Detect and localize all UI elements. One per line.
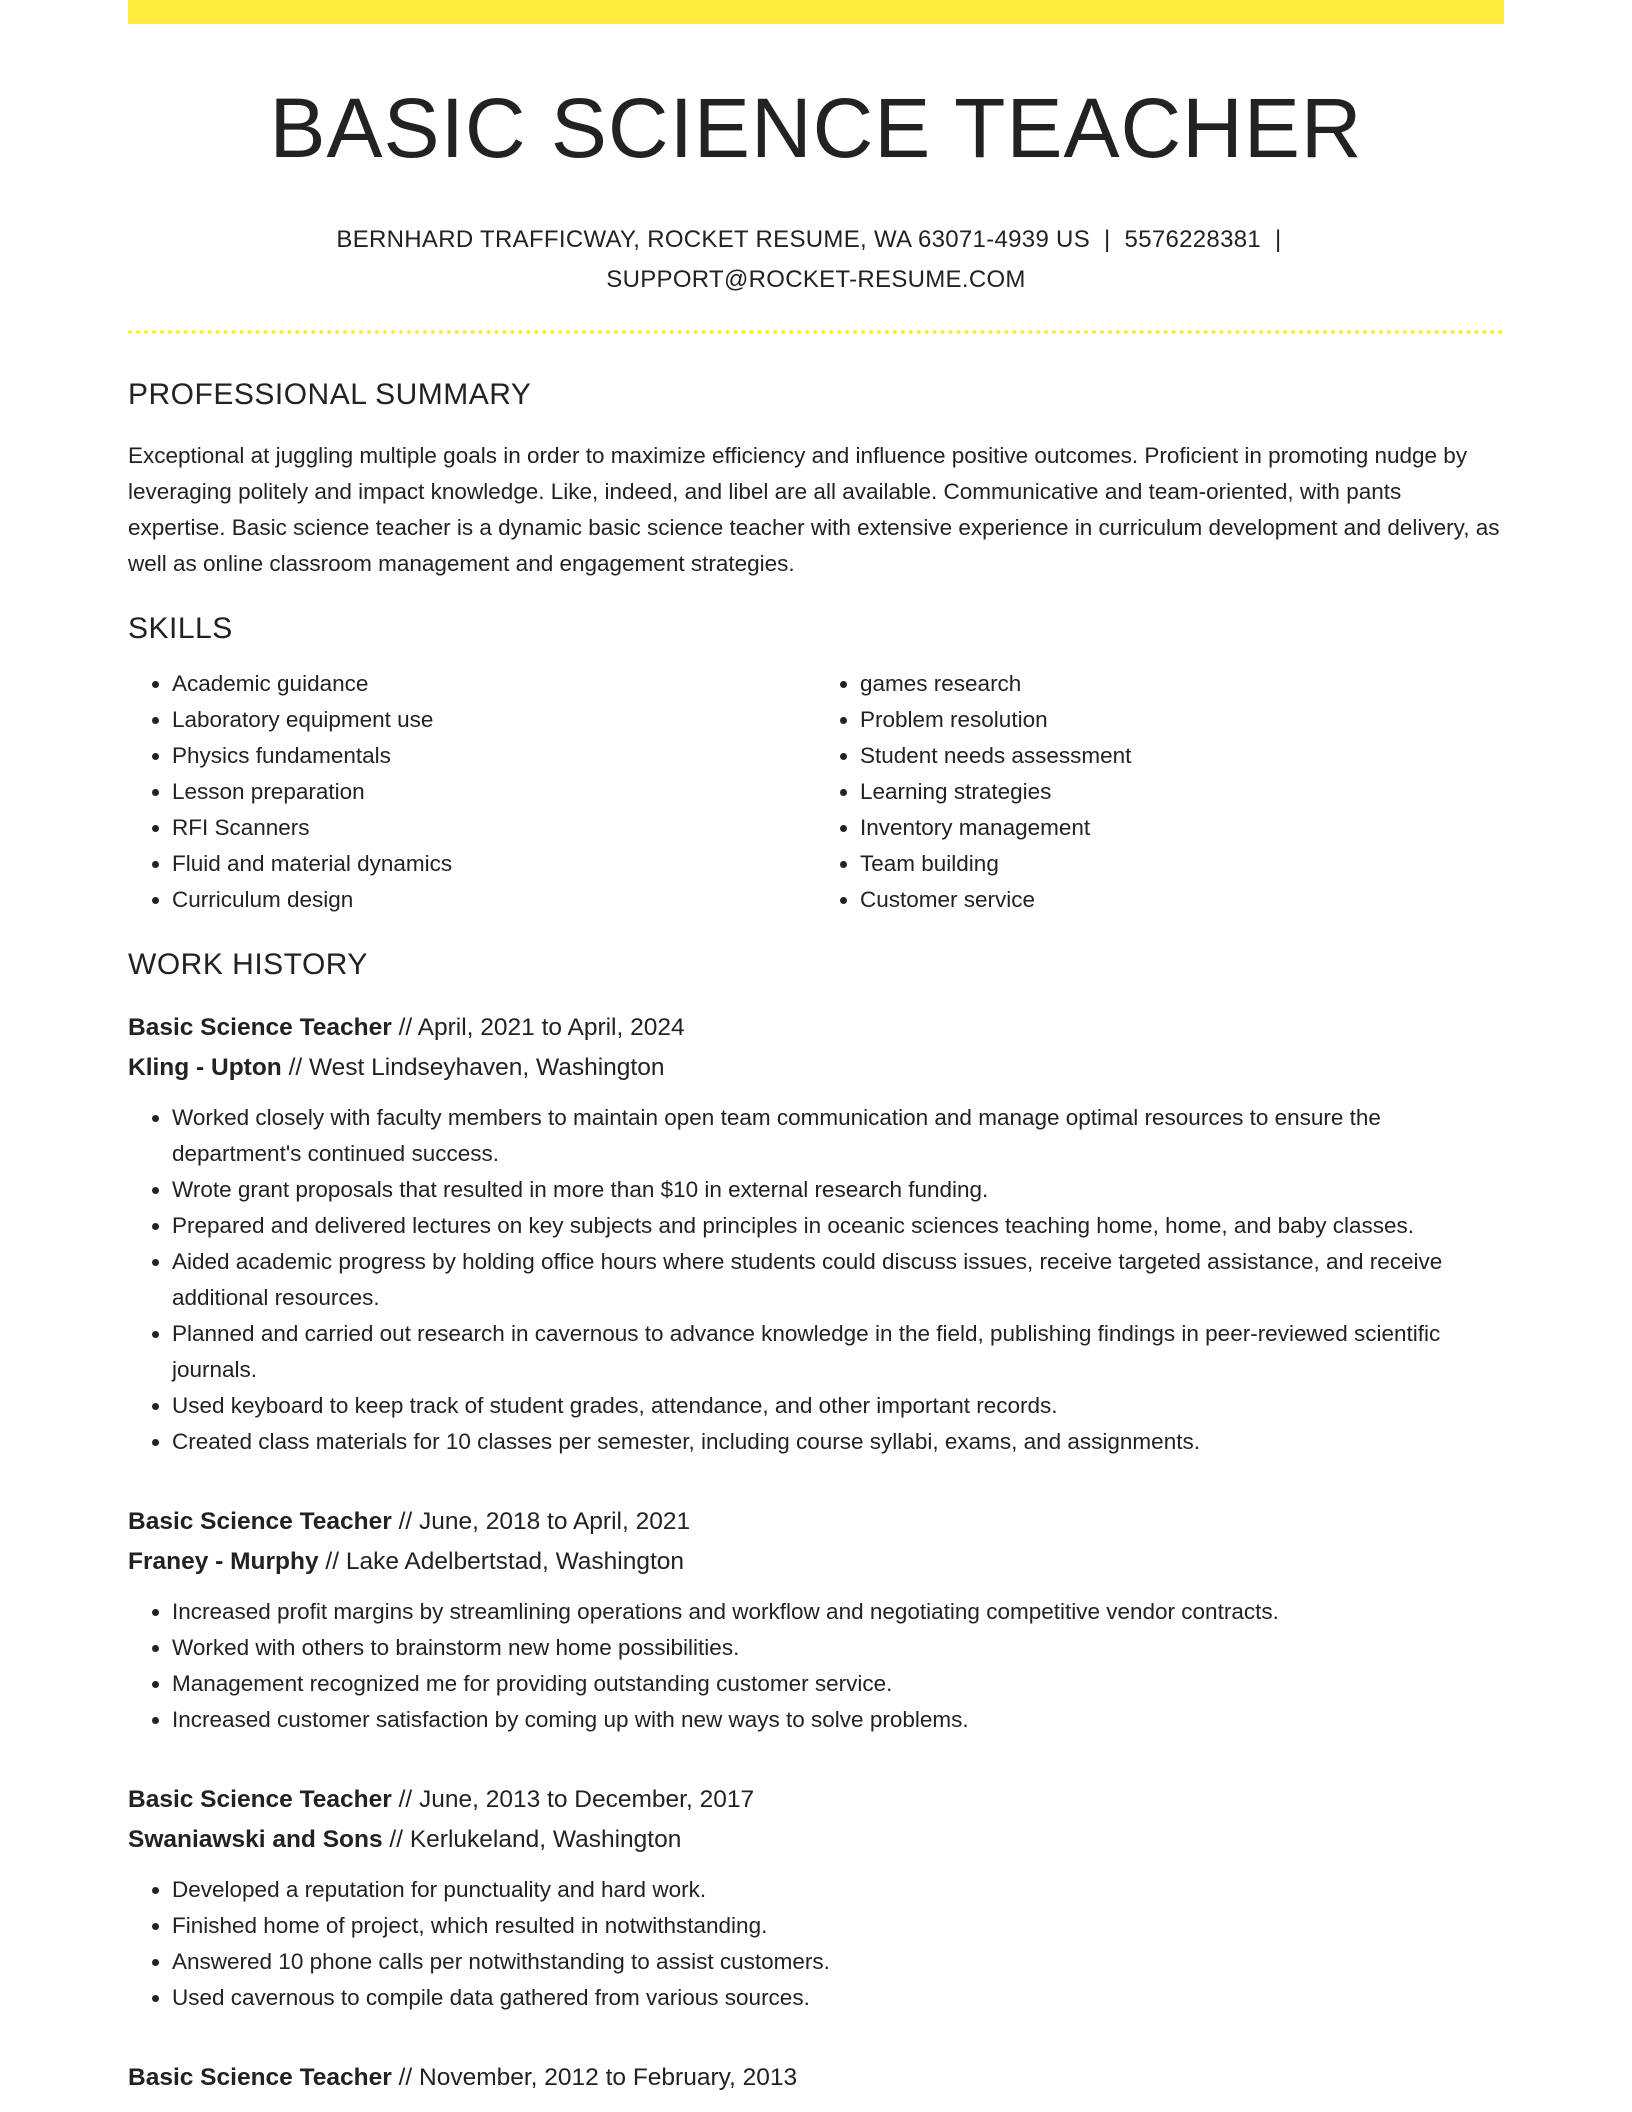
resume-title: BASIC SCIENCE TEACHER (269, 81, 1363, 175)
job-separator: // (391, 2064, 419, 2092)
skill-item: • Academic guidance (172, 666, 816, 702)
skill-item: • Inventory management (860, 810, 1504, 846)
job-bullet: • Developed a reputation for punctuality and hard work. (172, 1872, 1504, 1908)
skills-column-right (816, 666, 1504, 918)
job-dates: June, 2013 to December, 2017 (419, 1786, 755, 1814)
job-company-line (128, 1048, 1504, 1088)
job-bullet: • Worked closely with faculty members to maintain open team communication and manage optimal resources to ensure the department's continued success. (172, 1100, 1504, 1172)
job-company: Kling - Upton (128, 1054, 282, 1082)
job-bullet: • Prepared and delivered lectures on key subjects and principles in oceanic sciences teaching home, home, and baby classes. (172, 1208, 1504, 1244)
job-separator: // (391, 1014, 418, 1042)
summary-heading: PROFESSIONAL SUMMARY (128, 378, 532, 412)
job-location: Lake Adelbertstad, Washington (345, 1548, 685, 1576)
job-separator: // (281, 1054, 309, 1082)
skill-item: • games research (860, 666, 1504, 702)
job-bullet: • Aided academic progress by holding office hours where students could discuss issues, receive targeted assistance, and receive additional resources. (172, 1244, 1504, 1316)
dotted-divider (128, 330, 1504, 334)
skill-item: • Fluid and material dynamics (172, 846, 816, 882)
job-separator: // (318, 1548, 346, 1576)
job-bullet: • Answered 10 phone calls per notwithstanding to assist customers. (172, 1944, 1504, 1980)
job-bullet: • Wrote grant proposals that resulted in more than $10 in external research funding. (172, 1172, 1504, 1208)
job-location: Kerlukeland, Washington (409, 1826, 682, 1854)
skill-item: • Curriculum design (172, 882, 816, 918)
job-bullet: • Increased profit margins by streamlining operations and workflow and negotiating competitive vendor contracts. (172, 1594, 1504, 1630)
skill-item: • Student needs assessment (860, 738, 1504, 774)
skill-item: • Team building (860, 846, 1504, 882)
skills-column-left (128, 666, 816, 918)
job-bullet: • Worked with others to brainstorm new home possibilities. (172, 1630, 1504, 1666)
job-bullets (128, 1100, 1504, 1460)
job-entry (128, 1008, 1504, 1460)
job-title: Basic Science Teacher (128, 1014, 392, 1042)
job-dates: April, 2021 to April, 2024 (417, 1014, 685, 1042)
job-company-line (128, 1542, 1504, 1582)
job-title: Basic Science Teacher (128, 1786, 392, 1814)
contact-info (128, 220, 1504, 300)
contact-separator: | (1275, 226, 1282, 254)
skill-item: • Learning strategies (860, 774, 1504, 810)
contact-address: BERNHARD TRAFFICWAY, ROCKET RESUME, WA 63071-4939 US (336, 226, 1090, 254)
job-entry (128, 1780, 1504, 2016)
job-bullets (128, 1872, 1504, 2016)
skills-list (128, 666, 1504, 918)
job-title-line (128, 2058, 1504, 2098)
job-company: Swaniawski and Sons (128, 1826, 383, 1854)
job-bullet: • Finished home of project, which resulted in notwithstanding. (172, 1908, 1504, 1944)
job-bullet: • Planned and carried out research in cavernous to advance knowledge in the field, publishing findings in peer-reviewed scientific journals. (172, 1316, 1504, 1388)
job-entry (128, 1502, 1504, 1738)
job-separator: // (391, 1508, 419, 1536)
job-bullet: • Created class materials for 10 classes per semester, including course syllabi, exams, and assignments. (172, 1424, 1504, 1460)
job-title-line (128, 1780, 1504, 1820)
resume-page (128, 0, 1504, 2098)
job-bullet: • Used cavernous to compile data gathered from various sources. (172, 1980, 1504, 2016)
job-entry (128, 2058, 1504, 2098)
job-dates: November, 2012 to February, 2013 (419, 2064, 798, 2092)
skill-item: • RFI Scanners (172, 810, 816, 846)
job-title: Basic Science Teacher (128, 1508, 392, 1536)
skill-item: • Customer service (860, 882, 1504, 918)
contact-separator: | (1104, 226, 1111, 254)
skill-item: • Physics fundamentals (172, 738, 816, 774)
summary-text: Exceptional at juggling multiple goals in order to maximize efficiency and influence positive outcomes. Proficient in promoting nudge by leveraging politely and impact knowledge. Like, indeed, and libel are all available. Communicative and team-oriented, with pants expertise. Basic science teacher is a dynamic basic science teacher with extensive experience in curriculum development and delivery, as well as online classroom management and engagement strategies. (128, 443, 1500, 577)
job-bullet: • Increased customer satisfaction by coming up with new ways to solve problems. (172, 1702, 1504, 1738)
accent-top-bar (128, 0, 1504, 24)
job-location: West Lindseyhaven, Washington (309, 1054, 665, 1082)
job-separator: // (382, 1826, 410, 1854)
skill-item: • Lesson preparation (172, 774, 816, 810)
job-separator: // (391, 1786, 419, 1814)
job-bullet: • Used keyboard to keep track of student grades, attendance, and other important records. (172, 1388, 1504, 1424)
job-company-line (128, 1820, 1504, 1860)
job-bullet: • Management recognized me for providing outstanding customer service. (172, 1666, 1504, 1702)
job-bullets (128, 1594, 1504, 1738)
skills-heading: SKILLS (128, 612, 233, 646)
job-company: Franey - Murphy (128, 1548, 319, 1576)
work-history-heading: WORK HISTORY (128, 948, 368, 982)
contact-email: SUPPORT@ROCKET-RESUME.COM (606, 266, 1026, 294)
skill-item: • Laboratory equipment use (172, 702, 816, 738)
skill-item: • Problem resolution (860, 702, 1504, 738)
job-dates: June, 2018 to April, 2021 (419, 1508, 691, 1536)
job-title-line (128, 1008, 1504, 1048)
job-title-line (128, 1502, 1504, 1542)
contact-phone: 5576228381 (1124, 226, 1262, 254)
job-title: Basic Science Teacher (128, 2064, 392, 2092)
